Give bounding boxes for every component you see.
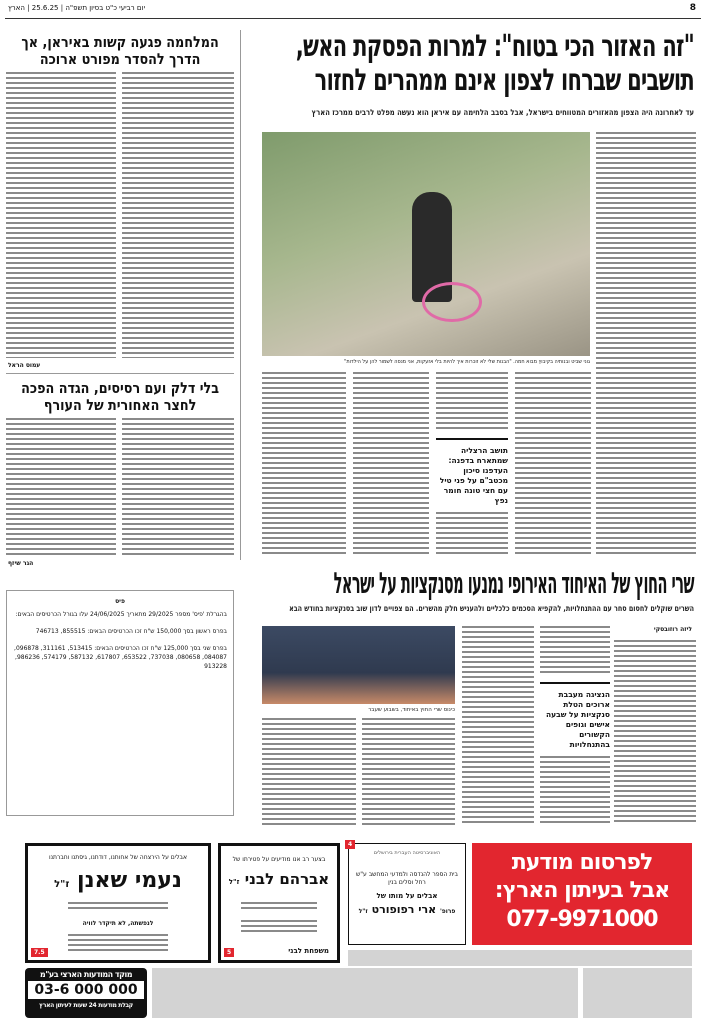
- ad-phone: 03-6 000 000: [28, 981, 144, 999]
- second-photo: [262, 626, 455, 704]
- side-text-column: [6, 72, 116, 358]
- ad-avraham: [218, 843, 340, 963]
- main-subhead: עד לאחרונה היה הצפון מהאזורים המטווחים בישראל, אבל בסבב הלחימה עם איראן הוא נעשה מפלט לרבים ממרכז הארץ: [311, 108, 694, 117]
- ad-suffix: ז"ל: [358, 908, 368, 915]
- main-photo-caption: גוני שביט ובנותיה בקיבוץ מבוא חמה. "הבנות שלי לא זוכרות איך להיות בלי אזעקות, אני מנסה לשמור להן על הילדות": [344, 359, 590, 365]
- byline: הגר שיזף: [8, 560, 34, 567]
- ad-title: פרופ': [439, 908, 456, 915]
- second-pull-quote-block: [540, 626, 610, 825]
- page-number: 8: [689, 3, 696, 13]
- lottery-box: [6, 590, 234, 816]
- ad-family: משפחת לבני: [288, 947, 329, 955]
- lottery-intro: בהגרלת 'פיס' מספר 29/2025 מתאריך 24/06/2025 עלו בגורל הכרטיסים הבאים:: [15, 611, 227, 618]
- ad-text: לפרסום מודעת: [511, 850, 653, 875]
- main-text-column: [262, 372, 346, 556]
- main-headline: "זה האזור הכי בטוח": למרות הפסקת האש, תושבים שברחו לצפון אינם ממהרים לחזור: [295, 29, 694, 98]
- ad-call-center[interactable]: [25, 968, 147, 1018]
- ad-text: קבלת מודעות 24 שעות לעיתון הארץ: [39, 1002, 133, 1009]
- ad-suffix: ז"ל: [54, 879, 70, 890]
- second-text-column: [462, 626, 534, 825]
- byline: עמוס הראל: [8, 362, 41, 369]
- side-text-column: [6, 418, 116, 556]
- side-headline-1: המלחמה פגעה קשות באיראן, אך הדרך להסדר מפורט ארוכה: [21, 33, 219, 68]
- main-text-column: [596, 132, 696, 556]
- main-text-column: [353, 372, 429, 556]
- ad-placeholder: [348, 950, 692, 966]
- second-photo-caption: כינוס שרי החוץ באיחוד, בשבוע שעבר: [368, 707, 455, 713]
- ad-name: נעמי שאנן: [77, 868, 182, 893]
- second-text-column: [540, 756, 610, 825]
- main-text-column: [515, 372, 591, 556]
- second-headline: שרי החוץ של האיחוד האירופי נמנעו מסנקציות על ישראל: [333, 566, 694, 600]
- lottery-first-prize: בפרס ראשון בסך 150,000 ש"ח זכו הכרטיסים הבאים: 855515, 746713: [35, 628, 227, 635]
- ad-naomi: [25, 843, 211, 963]
- main-pull-quote-block: [436, 372, 508, 556]
- lottery-second-prize: בפרס שני בסך 125,000 ש"ח זכו הכרטיסים הבאים: 513415, 311161, 096878, 084087, 080658, 737038, 653522, 617807, 587132, 574179, 986236, 913228: [14, 645, 227, 670]
- header-rule: [5, 18, 701, 19]
- second-text-column: [614, 640, 696, 825]
- ad-price: 7.5: [31, 948, 48, 957]
- second-pull-quote: הנציגה מעבבת ארוכים הטלת סנקציות על שבעה אישים וגופים הקשורים בהתנחלויות: [540, 682, 610, 750]
- lottery-title: פיס: [115, 598, 125, 605]
- ad-suffix: ז"ל: [228, 878, 240, 886]
- byline: ליזה רוזובסקי: [653, 626, 692, 633]
- ad-org: האוניברסיטה העברית בירושלים: [373, 850, 441, 856]
- text-lines: [68, 934, 168, 954]
- text-lines: [241, 920, 317, 935]
- ad-name: אברהם לבני: [244, 870, 330, 888]
- ad-price: 5: [224, 948, 234, 957]
- side-text-column: [122, 72, 234, 358]
- second-text-column: [540, 626, 610, 676]
- text-lines: [68, 902, 168, 912]
- second-subhead: השרים שוקלים לחסום סחר עם ההתנחלויות, להקפיא הסכמים כלכליים ולהעניש חלק מהשרים. הם צפויים לדון שוב בסנקציות בחודש הבא: [289, 604, 694, 613]
- ad-text: אבלים על מותו של: [376, 892, 438, 900]
- main-text-column: [436, 372, 508, 432]
- main-text-column: [436, 512, 508, 556]
- ad-placeholder: [583, 968, 692, 1018]
- bicycle-figure: [422, 282, 482, 322]
- ad-text: אבלים על הירצחה של אחותנו, דודתנו, גיסתנו וחברתנו: [48, 854, 188, 861]
- ad-text: אבל בעיתון הארץ:: [494, 878, 670, 903]
- ad-phone: 077-9971000: [506, 907, 658, 932]
- ad-university: [348, 843, 466, 945]
- side-headline-2: בלי דלק ועם רסיסים, הגדה הפכה לחצר האחורית של העורף: [21, 379, 220, 414]
- ad-advertise[interactable]: [472, 843, 692, 945]
- second-text-column: [362, 718, 455, 825]
- ad-placeholder: [152, 968, 578, 1018]
- main-photo: [262, 132, 590, 356]
- ad-text: בצער רב אנו מודיעים על פטירתו של: [232, 856, 326, 863]
- text-lines: [241, 902, 317, 912]
- side-text-column: [122, 418, 234, 556]
- divider: [6, 373, 234, 374]
- main-pull-quote: תושב הרצליה שמתארח בדפנה: העדפנו סיכון מכטב"ם על פני טיל עם חצי טונה חומר נפץ: [436, 438, 508, 506]
- dateline: יום רביעי כ"ט בסיון תשפ"ה | 25.6.25 | הארץ: [8, 4, 146, 12]
- column-divider: [240, 30, 241, 560]
- ad-text: לנפשתה, לא תיקדר לוויה: [82, 920, 154, 927]
- ad-name: ארי רפופורט: [371, 903, 437, 916]
- ad-text: בית הספר להנדסה ולמדעי המחשב ע"ש רחל וסלים בנין: [356, 871, 458, 886]
- ad-price: 4: [345, 840, 355, 849]
- second-text-column: [262, 718, 356, 825]
- ad-text: מוקד המודעות הארצי בע"מ: [39, 970, 133, 979]
